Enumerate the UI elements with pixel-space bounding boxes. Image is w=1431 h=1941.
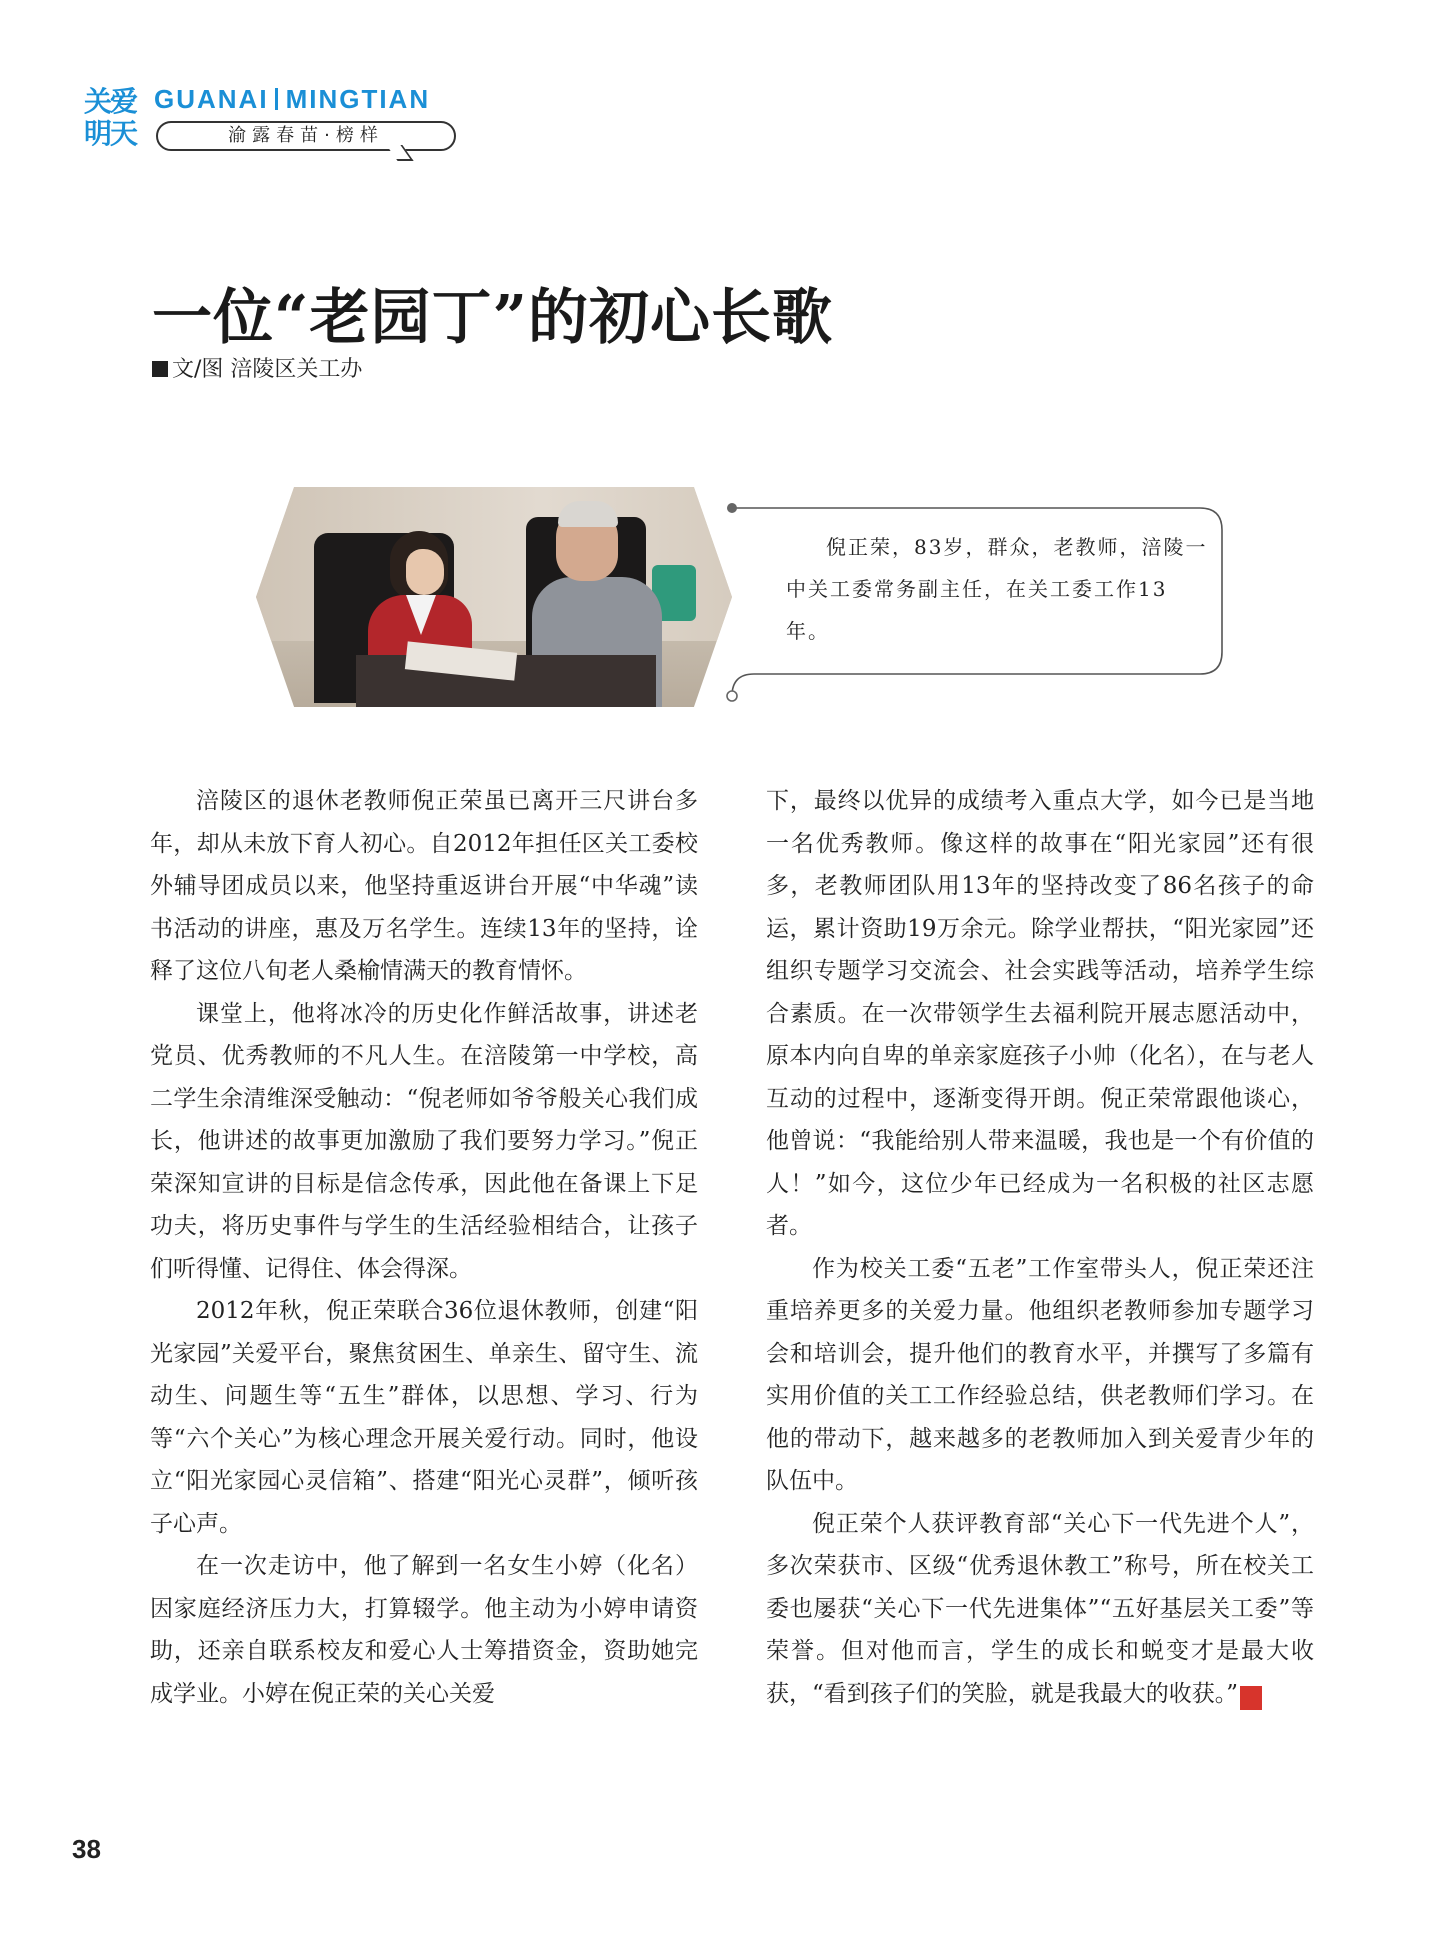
page-number: 38 (72, 1834, 101, 1864)
left-column (150, 780, 698, 1715)
magazine-logo (84, 86, 144, 150)
byline-text: 文/图 涪陵区关工办 (172, 357, 363, 382)
paragraph-2: 课堂上，他将冰冷的历史化作鲜活故事，讲述老党员、优秀教师的不凡人生。在涪陵第一中学校，高二学生余清维深受触动：“倪老师如爷爷般关心我们成长，他讲述的故事更加激励了我们要努力学习。”倪正荣深知宣讲的目标是信念传承，因此他在备课上下足功夫，将历史事件与学生的生活经验相结合，让孩子们听得懂、记得住、体会得深。 (150, 1000, 698, 1282)
paragraph-3: 2012年秋，倪正荣联合36位退休教师，创建“阳光家园”关爱平台，聚焦贫困生、单亲生、留守生、流动生、问题生等“五生”群体，以思想、学习、行为等“六个关心”为核心理念开展关爱行动。同时，他设立“阳光家园心灵信箱”、搭建“阳光心灵群”，倾听孩子心声。 (150, 1298, 698, 1537)
right-column (766, 780, 1314, 1715)
logo-line-1: 关爱 (84, 85, 137, 118)
photo-caption: 倪正荣，83岁，群众，老教师，涪陵一中关工委常务副主任，在关工委工作13年。 (786, 535, 1208, 643)
paragraph-5: 作为校关工委“五老”工作室带头人，倪正荣还注重培养更多的关爱力量。他组织老教师参加专题学习会和培训会，提升他们的教育水平，并撰写了多篇有实用价值的关工工作经验总结，供老教师们学习。在他的带动下，越来越多的老教师加入到关爱青少年的队伍中。 (766, 1255, 1314, 1494)
article-title: 一位“老园丁”的初心长歌 (152, 283, 834, 353)
article-byline (152, 352, 362, 383)
pinyin-divider (275, 88, 278, 110)
column-label: 渝露春苗·榜样 (156, 121, 456, 151)
paragraph-6-text: 倪正荣个人获评教育部“关心下一代先进个人”，多次荣获市、区级“优秀退休教工”称号，所在校关工委也屡获“关心下一代先进集体”“五好基层关工委”等荣誉。但对他而言，学生的成长和蜕变才是最大收获，“看到孩子们的笑脸，就是我最大的收获。” (766, 1510, 1314, 1707)
byline-square-icon (152, 361, 168, 377)
logo-line-2: 明天 (84, 117, 137, 150)
paragraph-4-continued: 下，最终以优异的成绩考入重点大学，如今已是当地一名优秀教师。像这样的故事在“阳光家园”还有很多，老教师团队用13年的坚持改变了86名孩子的命运，累计资助19万余元。除学业帮扶，“阳光家园”还组织专题学习交流会、社会实践等活动，培养学生综合素质。在一次带领学生去福利院开展志愿活动中，原本内向自卑的单亲家庭孩子小帅（化名），在与老人互动的过程中，逐渐变得开朗。倪正荣常跟他谈心，他曾说：“我能给别人带来温暖，我也是一个有价值的人！”如今，这位少年已经成为一名积极的社区志愿者。 (766, 788, 1314, 1239)
paragraph-1: 涪陵区的退休老教师倪正荣虽已离开三尺讲台多年，却从未放下育人初心。自2012年担任区关工委校外辅导团成员以来，他坚持重返讲台开展“中华魂”读书活动的讲座，惠及万名学生。连续13年的坚持，诠释了这位八旬老人桑榆情满天的教育情怀。 (150, 788, 698, 984)
article-photo (256, 487, 732, 707)
end-of-article-icon: 关 (1240, 1686, 1262, 1710)
pinyin-right: MINGTIAN (285, 84, 431, 114)
magazine-name-pinyin (154, 84, 430, 115)
pinyin-left: GUANAI (154, 84, 269, 114)
paragraph-6 (766, 1503, 1314, 1716)
paragraph-4: 在一次走访中，他了解到一名女生小婷（化名）因家庭经济压力大，打算辍学。他主动为小婷申请资助，还亲自联系校友和爱心人士筹措资金，资助她完成学业。小婷在倪正荣的关心关爱 (150, 1553, 698, 1707)
